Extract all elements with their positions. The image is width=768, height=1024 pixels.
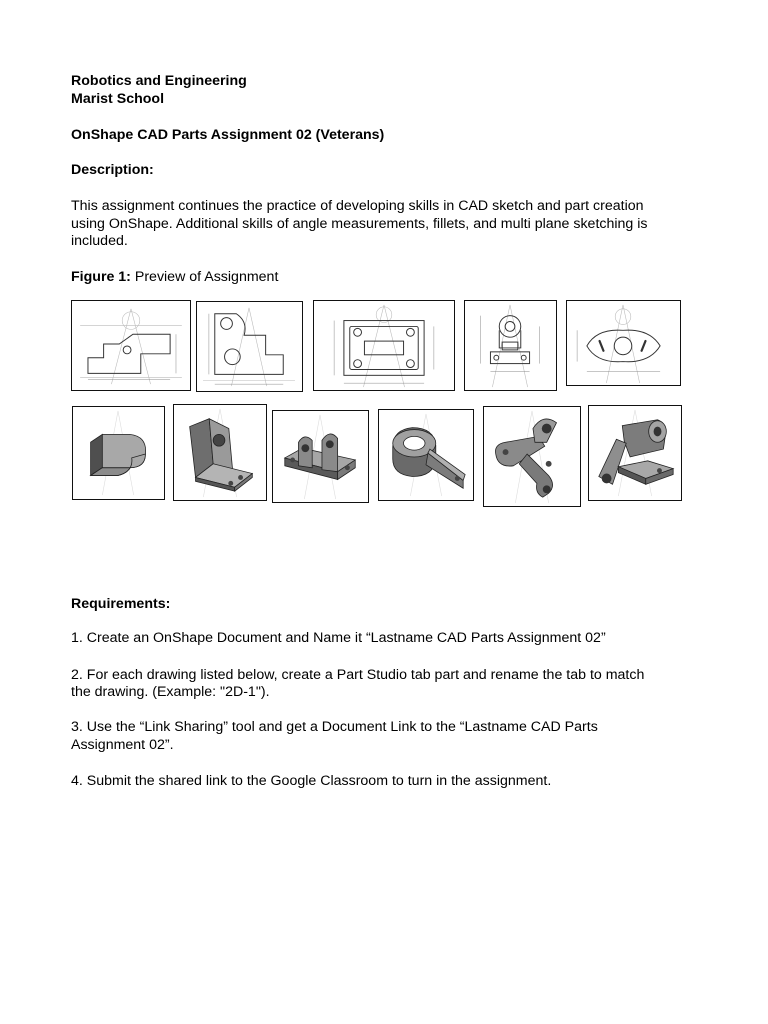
model-thumbnail-6 [588, 405, 682, 501]
drawing-thumbnail-5 [566, 300, 681, 386]
2d-drawing-notched-plate-icon [197, 302, 302, 391]
requirements-heading: Requirements: [71, 596, 171, 612]
figure-label: Figure 1: [71, 269, 131, 285]
model-thumbnail-1 [72, 406, 165, 500]
3d-model-angled-block-icon [174, 405, 266, 500]
description-line-2: using OnShape. Additional skills of angle measurements, fillets, and multi plane sketching is [71, 216, 648, 232]
model-thumbnail-5 [483, 406, 581, 507]
assignment-title: OnShape CAD Parts Assignment 02 (Veterans) [71, 127, 385, 143]
requirement-3-line-1: 3. Use the “Link Sharing” tool and get a Document Link to the “Lastname CAD Parts [71, 719, 598, 735]
figure-caption-text: Preview of Assignment [130, 269, 279, 285]
drawing-thumbnail-4 [464, 300, 557, 391]
3d-model-split-collar-icon [379, 410, 473, 500]
3d-model-pivot-mount-icon [589, 406, 681, 500]
model-thumbnail-3 [272, 410, 369, 503]
model-thumbnail-4 [378, 409, 474, 501]
org-line: Robotics and Engineering [71, 73, 247, 89]
2d-drawing-stepped-bracket-icon [72, 301, 190, 390]
2d-drawing-oval-flange-icon [567, 301, 680, 385]
2d-drawing-rectangular-plate-icon [314, 301, 454, 390]
requirement-2-line-1: 2. For each drawing listed below, create a Part Studio tab part and rename the tab to match [71, 667, 645, 683]
requirement-3-line-2: Assignment 02”. [71, 737, 174, 753]
2d-drawing-bearing-block-icon [465, 301, 556, 390]
description-line-3: included. [71, 233, 128, 249]
school-line: Marist School [71, 91, 165, 107]
drawing-thumbnail-1 [71, 300, 191, 391]
description-line-1: This assignment continues the practice of developing skills in CAD sketch and part creation [71, 198, 644, 214]
model-thumbnail-2 [173, 404, 267, 501]
3d-model-angle-bracket-icon [73, 407, 164, 499]
requirement-1: 1. Create an OnShape Document and Name it “Lastname CAD Parts Assignment 02” [71, 630, 606, 646]
requirement-2-line-2: the drawing. (Example: "2D-1"). [71, 684, 270, 700]
3d-model-lever-arm-icon [484, 407, 580, 506]
3d-model-clevis-bracket-icon [273, 411, 368, 502]
drawing-thumbnail-3 [313, 300, 455, 391]
figure-caption [71, 269, 278, 287]
requirement-4: 4. Submit the shared link to the Google Classroom to turn in the assignment. [71, 773, 552, 789]
description-heading: Description: [71, 162, 154, 178]
drawing-thumbnail-2 [196, 301, 303, 392]
